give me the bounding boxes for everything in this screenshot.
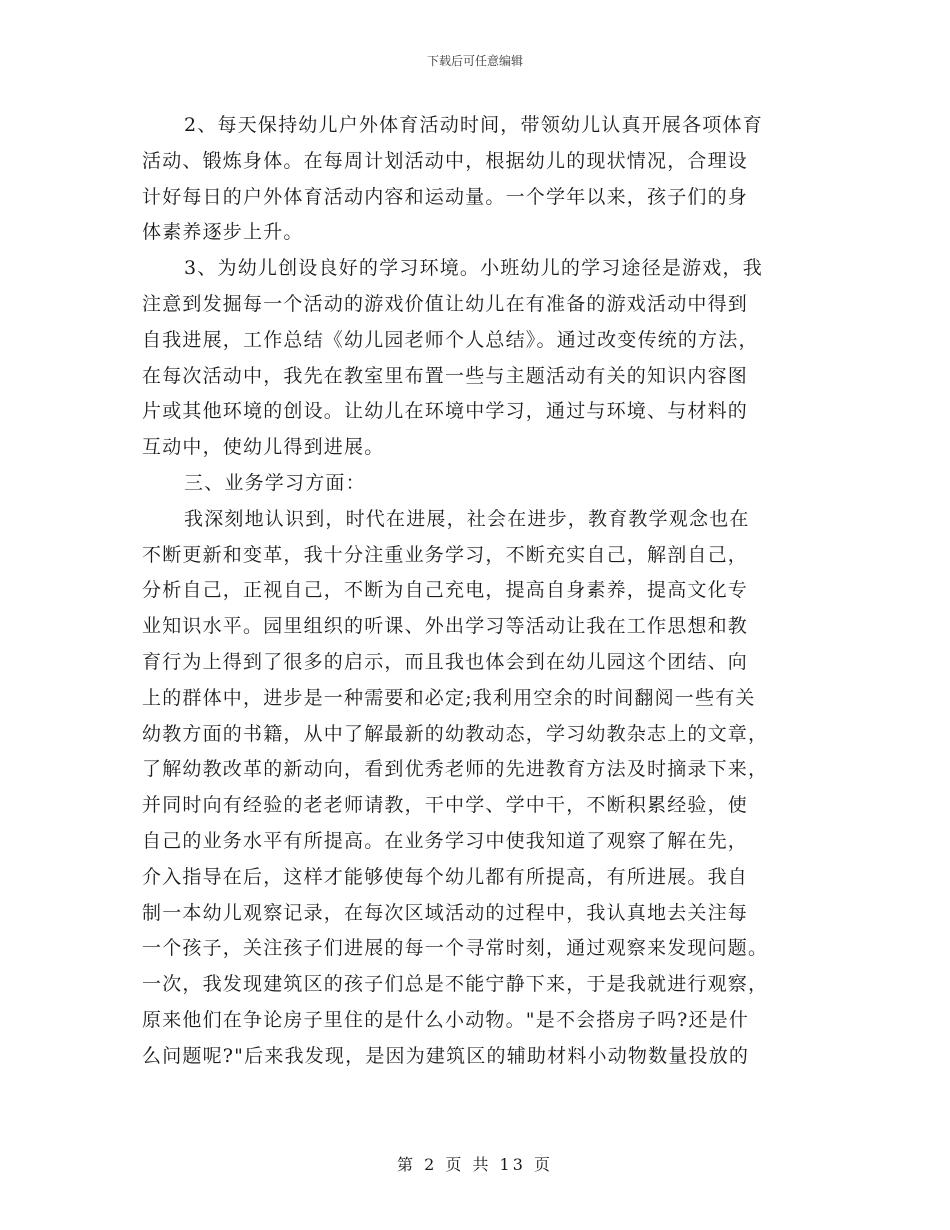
document-body bbox=[142, 108, 812, 1075]
text-line: 自我进展，工作总结《幼儿园老师个人总结》。通过改变传统的方法， bbox=[142, 328, 759, 351]
text-line: 不断更新和变革，我十分注重业务学习，不断充实自己，解剖自己， bbox=[142, 543, 749, 566]
text-line: 我深刻地认识到，时代在进展，社会在进步，教育教学观念也在 bbox=[184, 507, 750, 530]
text-line: 分析自己，正视自己，不断为自己充电，提高自身素养，提高文化专 bbox=[142, 579, 749, 602]
text-line: 计好每日的户外体育活动内容和运动量。一个学年以来，孩子们的身 bbox=[142, 185, 749, 208]
text-line: 互动中，使幼儿得到进展。 bbox=[142, 436, 385, 459]
text-line: 育行为上得到了很多的启示，而且我也体会到在幼儿园这个团结、向 bbox=[142, 650, 749, 673]
text-line: 活动、锻炼身体。在每周计划活动中，根据幼儿的现状情况，合理设 bbox=[142, 149, 749, 172]
text-line: 业知识水平。园里组织的听课、外出学习等活动让我在工作思想和教 bbox=[142, 615, 749, 638]
text-line: 3、为幼儿创设良好的学习环境。小班幼儿的学习途径是游戏，我 bbox=[184, 257, 763, 280]
text-line: 在每次活动中，我先在教室里布置一些与主题活动有关的知识内容图 bbox=[142, 364, 749, 387]
text-line: 注意到发掘每一个活动的游戏价值让幼儿在有准备的游戏活动中得到 bbox=[142, 292, 749, 315]
section-heading: 三、业务学习方面： bbox=[184, 471, 366, 494]
text-line: 2、每天保持幼儿户外体育活动时间，带领幼儿认真开展各项体育 bbox=[184, 114, 763, 136]
text-line: 上的群体中，进步是一种需要和必定;我利用空余的时间翻阅一些有关 bbox=[142, 686, 756, 709]
text-line: 一次，我发现建筑区的孩子们总是不能宁静下来，于是我就进行观察， bbox=[142, 973, 769, 996]
text-line: 并同时向有经验的老老师请教，干中学、学中干，不断积累经验，使 bbox=[142, 794, 749, 817]
text-line: 体素养逐步上升。 bbox=[142, 221, 304, 244]
text-line: 自己的业务水平有所提高。在业务学习中使我知道了观察了解在先， bbox=[142, 829, 749, 852]
page-number: 第 2 页 共 13 页 bbox=[397, 1155, 553, 1174]
text-line: 制一本幼儿观察记录，在每次区域活动的过程中，我认真地去关注每 bbox=[142, 901, 749, 924]
text-line: 介入指导在后，这样才能够使每个幼儿都有所提高，有所进展。我自 bbox=[142, 865, 749, 888]
text-line: 幼教方面的书籍，从中了解最新的幼教动态，学习幼教杂志上的文章， bbox=[142, 722, 769, 745]
text-line: 了解幼教改革的新动向，看到优秀老师的先进教育方法及时摘录下来， bbox=[142, 758, 769, 781]
text-line: 么问题呢?"后来我发现，是因为建筑区的辅助材料小动物数量投放的 bbox=[142, 1044, 750, 1067]
text-line: 一个孩子，关注孩子们进展的每一个寻常时刻，通过观察来发现问题。 bbox=[142, 937, 769, 960]
text-line: 片或其他环境的创设。让幼儿在环境中学习，通过与环境、与材料的 bbox=[142, 400, 749, 423]
text-line: 原来他们在争论房子里住的是什么小动物。"是不会搭房子吗?还是什 bbox=[142, 1008, 750, 1031]
page-header-note: 下载后可任意编辑 bbox=[426, 54, 523, 68]
